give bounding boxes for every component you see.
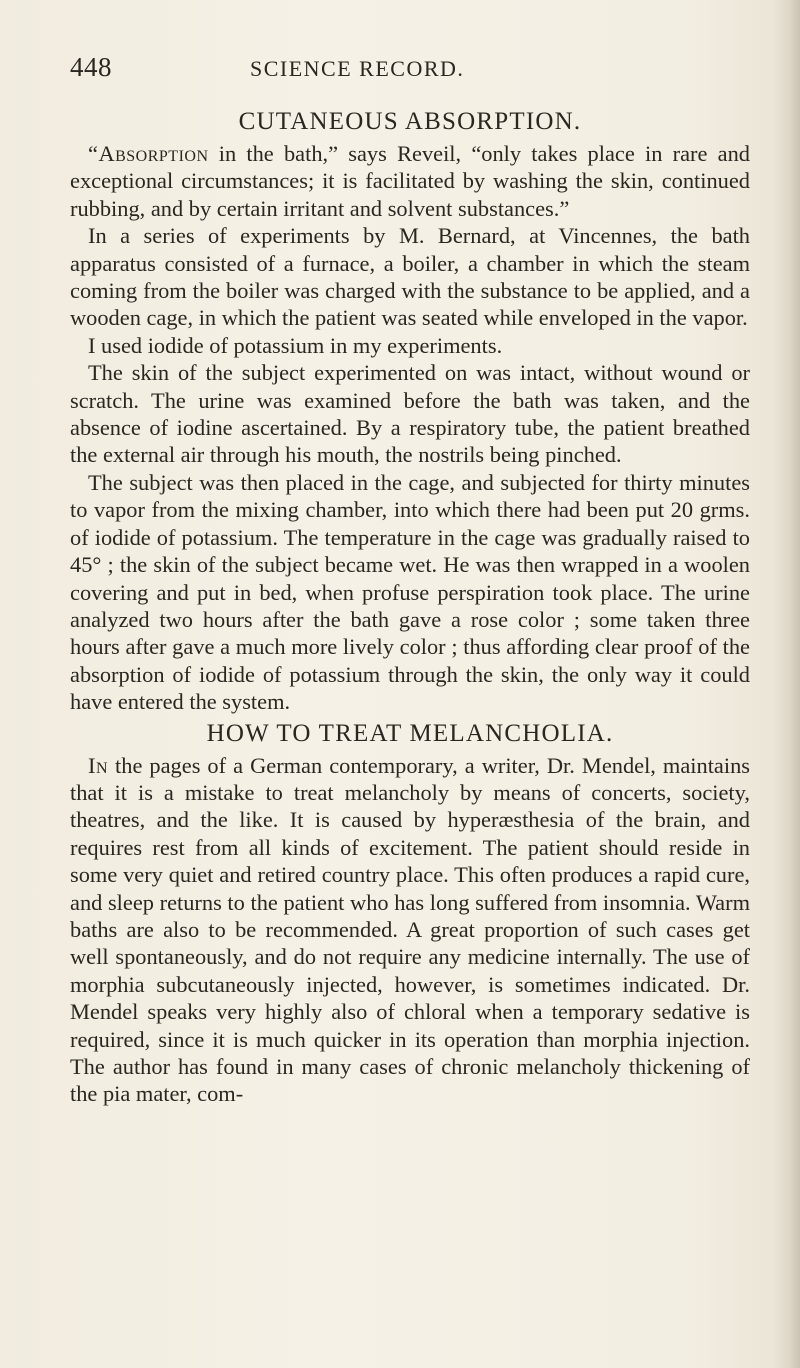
- paragraph: [70, 332, 750, 359]
- paragraph-text: The subject was then placed in the cage, and subjected for thirty minutes to vapor from the mixing chamber, into which there had been put 20 grms. of iodide of potassium. The temperature in the cage was gradually raised to 45° ; the skin of the subject became wet. He was then wrapped in a woolen covering and put in bed, when profuse perspiration took place. The urine analyzed two hours after the bath gave a rose color ; some taken three hours after gave a much more lively color ; thus affording clear proof of the absorption of iodide of potassium through the skin, the only way it could have entered the system.: [70, 469, 750, 715]
- running-title: SCIENCE RECORD.: [250, 56, 465, 81]
- paragraph: [70, 140, 750, 222]
- page-edge-shadow: [772, 0, 800, 1368]
- paragraph: [70, 222, 750, 332]
- paragraph-text: In a series of experiments by M. Bernard, at Vincennes, the bath apparatus consisted of a furnace, a boiler, a chamber in which the steam coming from the boiler was charged with the substance to be applied, and a wooden cage, in which the patient was seated while enveloped in the vapor.: [70, 223, 750, 331]
- section-heading-melancholia: HOW TO TREAT MELANCHOLIA.: [206, 719, 614, 747]
- paragraph-lead: “Absorption: [88, 141, 209, 166]
- paragraph-lead: In: [88, 752, 109, 778]
- paragraph-text: in the bath,” says Reveil, “only takes place in rare and exceptional circumstances; it is facilitated by washing the skin, continued rubbing, and by certain irritant and solvent substances.”: [70, 141, 750, 221]
- page-number: 448: [70, 52, 112, 82]
- paragraph-text: the pages of a German contemporary, a writer, Dr. Mendel, maintains that it is a mistake to treat melancholy by means of concerts, society, theatres, and the like. It is caused by hyperæsthesia of the brain, and requires rest from all kinds of excitement. The patient should reside in some very quiet and retired country place. This often produces a rapid cure, and sleep returns to the patient who has long suffered from insomnia. Warm baths are also to be recommended. A great proportion of such cases get well spontaneously, and do not require any medicine internally. The use of morphia subcutaneously injected, however, is sometimes indicated. Dr. Mendel speaks very highly also of chloral when a temporary sedative is required, since it is much quicker in its operation than morphia injection. The author has found in many cases of chronic melancholy thickening of the pia mater, com-: [70, 752, 750, 1107]
- paragraph-text: The skin of the subject experimented on was intact, without wound or scratch. The urine was examined before the bath was taken, and the absence of iodine ascertained. By a respiratory tube, the patient breathed the external air through his mouth, the nostrils being pinched.: [70, 360, 750, 468]
- text-column: [70, 106, 750, 1108]
- paragraph-text: I used iodide of potassium in my experiments.: [88, 332, 503, 358]
- running-head: [70, 52, 750, 82]
- paragraph: [70, 359, 750, 469]
- section-heading-cutaneous-absorption: CUTANEOUS ABSORPTION.: [238, 108, 582, 135]
- paragraph: [70, 752, 750, 1108]
- paragraph: [70, 469, 750, 716]
